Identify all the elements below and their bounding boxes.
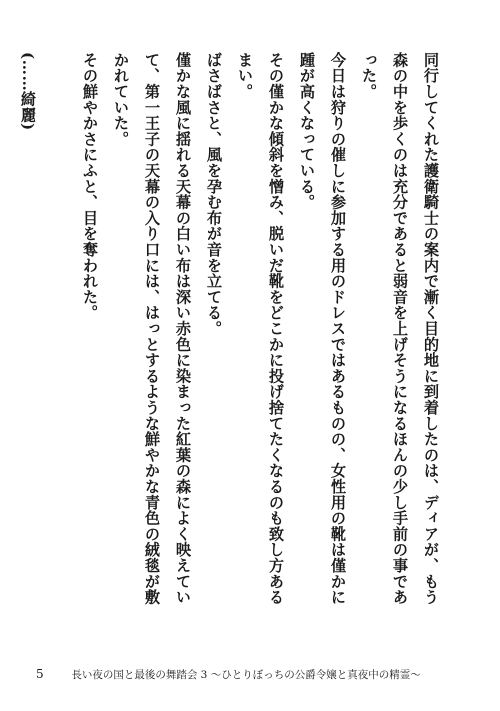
blank-line-1 xyxy=(43,52,74,612)
book-title: 長い夜の国と最後の舞踏会 3 〜ひとりぼっちの公爵令嬢と真夜中の精霊〜 xyxy=(71,669,421,681)
page-number: 5 xyxy=(36,667,44,681)
page-footer xyxy=(36,665,466,683)
paragraph-6: その鮮やかさにふと、目を奪われた。 xyxy=(81,52,99,321)
blank-line-2 xyxy=(0,52,12,612)
paragraph-5: 僅かな風に揺れる天幕の白い布は深い赤色に染まった紅葉の森によく映えていて、第一王子の天幕の入り口には、はっとするような鮮やかな青色の絨毯が敷かれていた。 xyxy=(112,52,192,605)
paragraph-inner-thought: (……綺麗) xyxy=(19,52,37,131)
paragraph-4: ばさばさと、風を孕む布が音を立てる。 xyxy=(205,52,223,337)
vertical-body-text xyxy=(19,52,446,612)
paragraph-3: その僅かな傾斜を憎み、脱いだ靴をどこかに投げ捨てたくなるのも致し方あるまい。 xyxy=(236,52,285,605)
paragraph-1: 同行してくれた護衛騎士の案内で漸く目的地に到着したのは、ディアが、もう森の中を歩くのは充分であると弱音を上げそうになるほんの少し手前の事であった。 xyxy=(360,52,440,605)
paragraph-2: 今日は狩りの催しに参加する用のドレスではあるものの、女性用の靴は僅かに踵が高くなっている。 xyxy=(298,52,347,605)
